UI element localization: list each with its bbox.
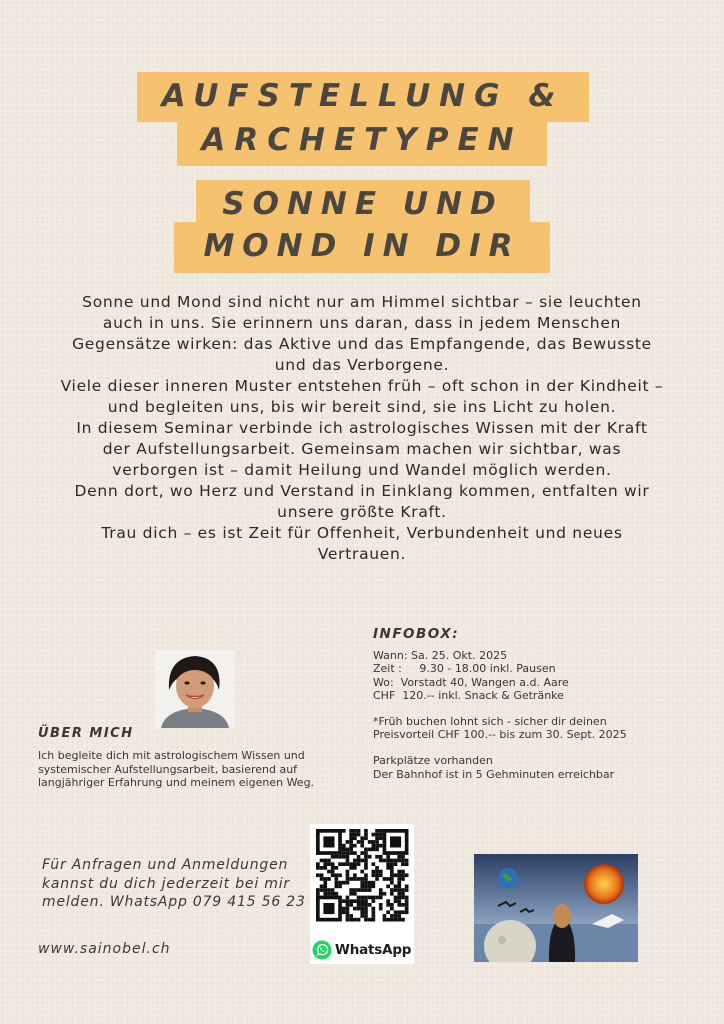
infobox-station: Der Bahnhof ist in 5 Gehminuten erreichbar <box>373 767 615 781</box>
contact-text: Für Anfragen und Anmeldungen kannst du dich jederzeit bei mir melden. WhatsApp 079 415 56 23 <box>42 857 306 911</box>
intro-paragraph: In diesem Seminar verbinde ich astrologisches Wissen mit der Kraft der Aufstellungsarbeit. Gemeinsam machen wir sichtbar, was verborgen ist – damit Heilung und Wandel möglich werden. <box>76 419 648 479</box>
infobox-time: Zeit : 9.30 - 18.00 inkl. Pausen <box>373 662 556 676</box>
subtitle-line-1: SONNE UND <box>196 180 530 228</box>
sun-moon-artwork <box>474 854 638 962</box>
about-text: Ich begleite dich mit astrologischem Wissen und systemischer Aufstellungsarbeit, basierend auf langjähriger Erfahrung und meinem eigenen Weg. <box>38 749 315 789</box>
infobox-price: CHF 120.-- inkl. Snack & Getränke <box>373 688 564 702</box>
infobox <box>373 628 703 781</box>
whatsapp-label: WhatsApp <box>335 942 412 958</box>
qr-code-icon <box>310 824 414 936</box>
infobox-early-booking-price: Preisvorteil CHF 100.-- bis zum 30. Sept. 2025 <box>373 728 627 742</box>
title-line-2: ARCHETYPEN <box>177 118 547 166</box>
portrait-photo <box>155 650 235 728</box>
infobox-date: Wann: Sa. 25. Okt. 2025 <box>373 649 508 663</box>
whatsapp-icon <box>312 940 332 960</box>
whatsapp-badge <box>312 938 412 962</box>
intro-paragraph: Trau dich – es ist Zeit für Offenheit, Verbundenheit und neues Vertrauen. <box>101 524 623 563</box>
intro-paragraph: Sonne und Mond sind nicht nur am Himmel sichtbar – sie leuchten auch in uns. Sie erinnern uns daran, dass in jedem Menschen Gegensätze wirken: das Aktive und das Empfangende, das Bewusste und das Verborgene. <box>72 293 652 374</box>
infobox-early-booking: *Früh buchen lohnt sich - sicher dir deinen <box>373 715 607 729</box>
intro-paragraph: Denn dort, wo Herz und Verstand in Einklang kommen, entfalten wir unsere größte Kraft. <box>74 482 650 521</box>
subtitle-line-2: MOND IN DIR <box>174 222 550 273</box>
infobox-heading: INFOBOX: <box>373 626 460 642</box>
title-line-1: AUFSTELLUNG & <box>137 72 589 122</box>
infobox-location: Wo: Vorstadt 40, Wangen a.d. Aare <box>373 675 569 689</box>
intro-paragraph: Viele dieser inneren Muster entstehen früh – oft schon in der Kindheit – und begleiten uns, bis wir bereit sind, sie ins Licht zu holen. <box>60 377 664 416</box>
about-heading: ÜBER MICH <box>38 726 134 741</box>
infobox-parking: Parkplätze vorhanden <box>373 754 493 768</box>
website-link[interactable]: www.sainobel.ch <box>38 941 171 957</box>
intro-text <box>60 292 664 565</box>
